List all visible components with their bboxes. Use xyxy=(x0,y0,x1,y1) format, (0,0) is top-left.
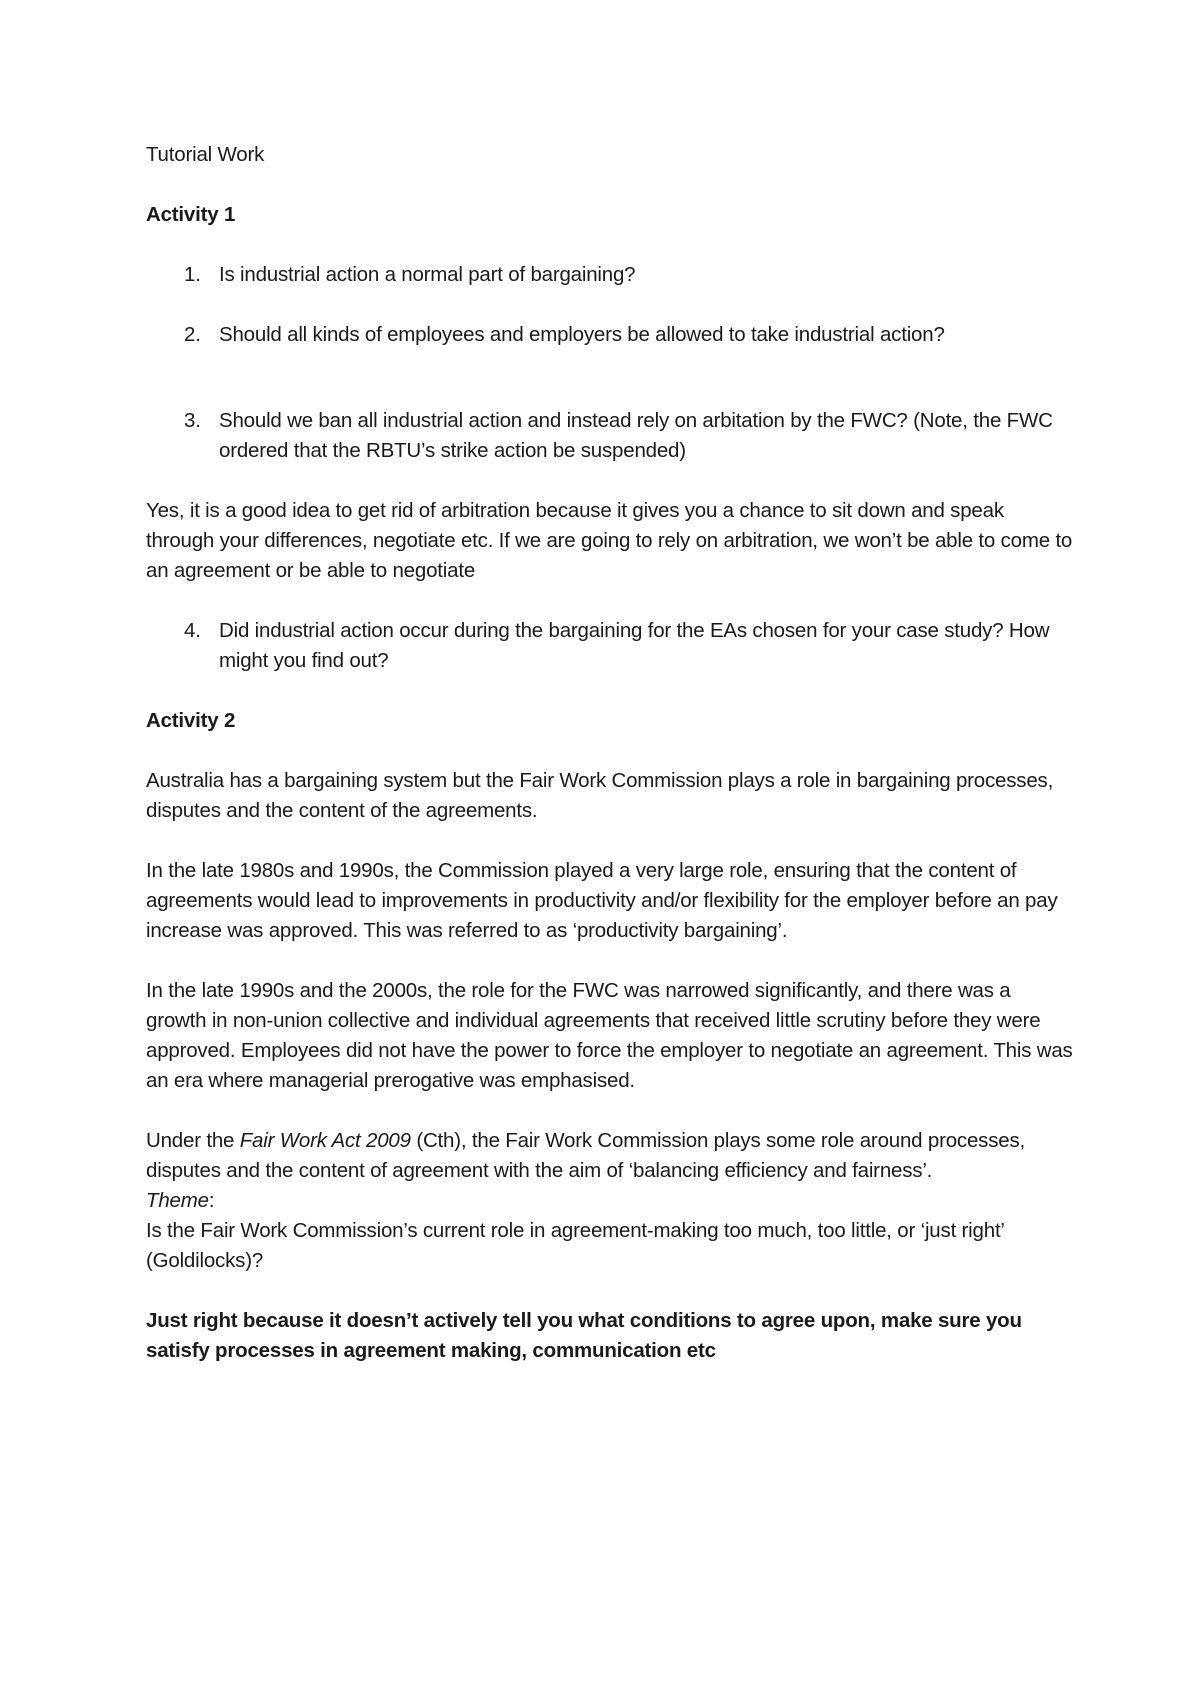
question-number: 2. xyxy=(184,323,201,346)
question-item xyxy=(146,320,1076,350)
theme-label-line xyxy=(146,1186,1076,1216)
question-item xyxy=(146,616,1076,676)
theme-answer: Just right because it doesn’t actively tell you what conditions to agree upon, make sure you satisfy processes in agreement making, communication etc xyxy=(146,1309,1022,1362)
paragraph: Australia has a bargaining system but the Fair Work Commission plays a role in bargaining processes, disputes and the content of the agreements. xyxy=(146,769,1054,822)
question-item xyxy=(146,260,1076,290)
text-span: (Cth), the Fair Work Commission plays some role around processes, disputes and the content of agreement with the aim of ‘balancing efficiency and fairness’. xyxy=(146,1129,1025,1182)
question-text: Did industrial action occur during the bargaining for the EAs chosen for your case study? How might you find out? xyxy=(219,619,1050,672)
question-number: 4. xyxy=(184,619,201,642)
text-span: Under the xyxy=(146,1129,240,1152)
question-text: Should we ban all industrial action and instead rely on arbitation by the FWC? (Note, the FWC ordered that the RBTU’s strike action be suspended) xyxy=(219,409,1053,462)
paragraph-fair-work-act xyxy=(146,1126,1076,1186)
question-text: Is industrial action a normal part of bargaining? xyxy=(219,263,636,286)
paragraph: In the late 1980s and 1990s, the Commission played a very large role, ensuring that the content of agreements would lead to improvements in productivity and/or flexibility for the employer before an pay increase was approved. This was referred to as ‘productivity bargaining’. xyxy=(146,859,1058,942)
paragraph: In the late 1990s and the 2000s, the role for the FWC was narrowed significantly, and there was a growth in non-union collective and individual agreements that received little scrutiny before they were approved. Employees did not have the power to force the employer to negotiate an agreement. This was an era where managerial prerogative was emphasised. xyxy=(146,979,1073,1092)
question-number: 3. xyxy=(184,409,201,432)
theme-label: Theme xyxy=(146,1189,209,1212)
answer-3: Yes, it is a good idea to get rid of arbitration because it gives you a chance to sit down and speak through your differences, negotiate etc. If we are going to rely on arbitration, we won’t be able to come to an agreement or be able to negotiate xyxy=(146,499,1073,582)
document-page xyxy=(146,140,1076,1366)
question-item xyxy=(146,406,1076,466)
activity2-heading: Activity 2 xyxy=(146,709,236,732)
question-text: Should all kinds of employees and employers be allowed to take industrial action? xyxy=(219,323,945,346)
theme-question: Is the Fair Work Commission’s current role in agreement-making too much, too little, or ‘just right’ (Goldilocks)? xyxy=(146,1219,1005,1272)
question-number: 1. xyxy=(184,263,201,286)
theme-colon: : xyxy=(208,1189,215,1212)
act-title: Fair Work Act 2009 xyxy=(239,1129,411,1152)
document-title: Tutorial Work xyxy=(146,143,265,166)
activity1-heading: Activity 1 xyxy=(146,203,236,226)
